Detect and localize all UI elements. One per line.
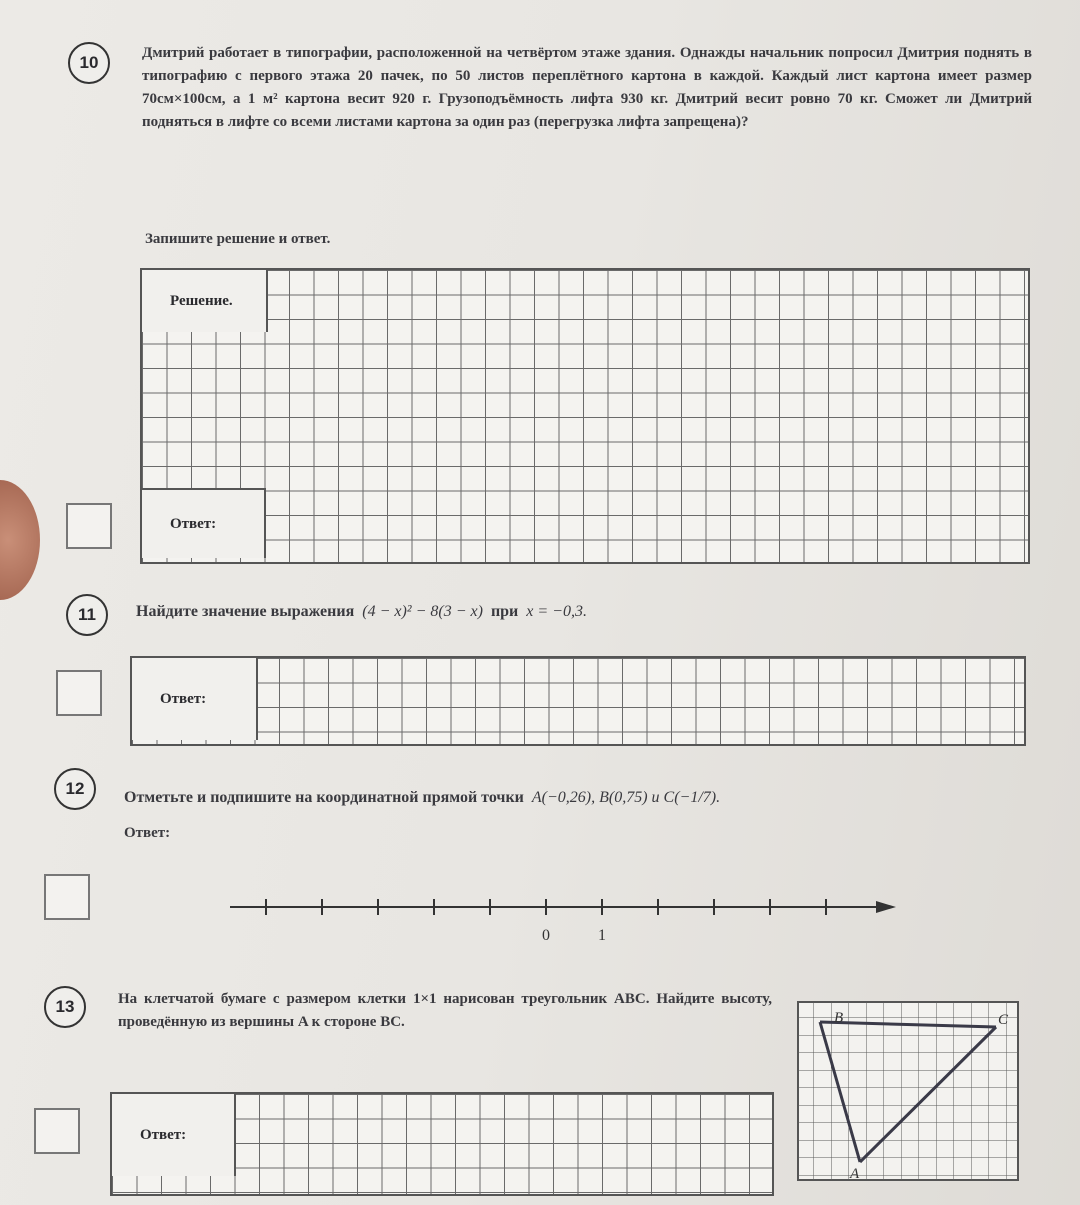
triangle-figure: [796, 1000, 1022, 1184]
q13-score-box[interactable]: [34, 1108, 80, 1154]
vertex-label-b: B: [834, 1010, 844, 1026]
answer-label: Ответ:: [160, 690, 207, 707]
coordinate-line[interactable]: [220, 880, 910, 950]
q11-answer-label-cell: [132, 658, 258, 740]
question-number-text: 13: [55, 997, 75, 1016]
q11-mid: при: [490, 603, 519, 620]
question-number-13: [44, 986, 86, 1028]
q10-score-box[interactable]: [66, 503, 112, 549]
question-number-text: 12: [65, 779, 85, 798]
q11-problem-text: [136, 600, 587, 623]
question-number-text: 10: [79, 53, 99, 72]
q11-score-box[interactable]: [56, 670, 102, 716]
q11-condition: x = −0,3.: [526, 603, 587, 620]
tick-label-one: 1: [598, 927, 606, 944]
q13-problem-text: На клетчатой бумаге с размером клетки 1×1 нарисован треугольник ABC. Найдите высоту, проведённую из вершины A к стороне BC.: [118, 991, 772, 1030]
tick-label-zero: 0: [542, 927, 550, 944]
finger-in-photo: [0, 480, 40, 600]
question-number-12: [54, 768, 96, 810]
q10-instruction: Запишите решение и ответ.: [145, 231, 331, 247]
vertex-label-a: A: [850, 1166, 860, 1182]
q13-answer-label-cell: [112, 1094, 236, 1176]
q11-answer-grid[interactable]: [130, 656, 1026, 746]
figure-grid: [798, 1002, 1018, 1180]
axis-arrow: [876, 901, 896, 913]
q10-solution-label-cell: [142, 270, 268, 332]
answer-label: Ответ:: [140, 1126, 187, 1143]
vertex-label-c: C: [998, 1012, 1009, 1028]
question-number-text: 11: [78, 605, 96, 624]
q11-expression: (4 − x)² − 8(3 − x): [362, 603, 483, 620]
q10-answer-label-cell: [142, 488, 266, 558]
answer-label: Ответ:: [170, 515, 217, 532]
question-number-10: [68, 42, 110, 84]
q10-solution-grid[interactable]: [140, 268, 1030, 564]
q12-text: Отметьте и подпишите на координатной прямой точки: [124, 789, 524, 806]
question-number-11: [66, 594, 108, 636]
q10-problem-text: Дмитрий работает в типографии, расположенной на четвёртом этаже здания. Однажды начальник попросил Дмитрия поднять в типографию с первого этажа 20 пачек, по 50 листов переплётного картона в каждой. Каждый лист картона имеет размер 70см×100см, а 1 м² картона весит 920 г. Грузоподъёмность лифта 930 кг. Дмитрий весит ровно 70 кг. Сможет ли Дмитрий подняться в лифте со всеми листами картона за один раз (перегрузка лифта запрещена)?: [142, 45, 1032, 130]
solution-label: Решение.: [170, 292, 233, 309]
q12-score-box[interactable]: [44, 874, 90, 920]
q12-answer-label: Ответ:: [124, 825, 171, 841]
q12-points: A(−0,26), B(0,75) и C(−1/7).: [531, 789, 721, 806]
q12-problem-text: [124, 786, 720, 809]
q11-prefix: Найдите значение выражения: [136, 603, 355, 620]
